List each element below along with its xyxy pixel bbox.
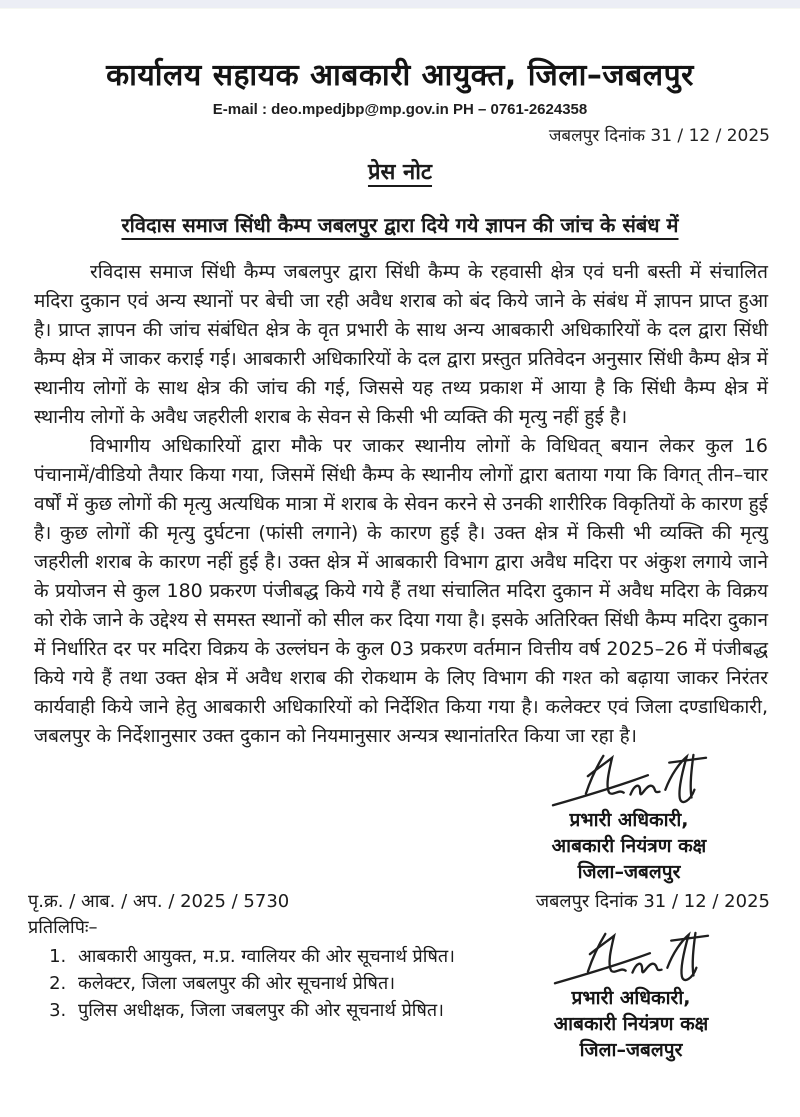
signatory-district: जिला–जबलपुर — [577, 861, 681, 883]
signatory-office: आबकारी नियंत्रण कक्ष — [553, 1013, 709, 1035]
paragraph-2: विभागीय अधिकारियों द्वारा मौके पर जाकर स्थानीय लोगों के विधिवत् बयान लेकर कुल 16 पंचानामें/वीडियो तैयार किया गया, जिसमें सिंधी कैम्प के स्थानीय लोगों द्वारा बताया गया कि विगत् तीन–चार वर्षों में कुछ लोगों की मृत्यु अत्यधिक मात्रा में शराब के सेवन करने से उनकी शारीरिक विकृतियों के कारण हुई है। कुछ लोगों की मृत्यु दुर्घटना (फांसी लगाने) के कारण हुई है। उक्त क्षेत्र में किसी भी व्यक्ति की मृत्यु जहरीली शराब के कारण नहीं हुई है। उक्त क्षेत्र में आबकारी विभाग द्वारा अवैध मदिरा पर अंकुश लगाये जाने के प्रयोजन से कुल 180 प्रकरण पंजीबद्ध किये गये हैं तथा संचालित मदिरा दुकान में अवैध मदिरा के विक्रय को रोके जाने के उद्देश्य से समस्त स्थानों को सील कर दिया गया है। इसके अतिरिक्त सिंधी कैम्प मदिरा दुकान में निर्धारित दर पर मदिरा विक्रय के उल्लंघन के कुल 03 प्रकरण वर्तमान वित्तीय वर्ष 2025–26 में पंजीबद्ध किये गये हैं तथा उक्त क्षेत्र में अवैध शराब की रोकथाम के लिए विभाग की गश्त को बढ़ाया जाकर निरंतर कार्यवाही किये जाने हेतु आबकारी अधिकारियों को निर्देशित किया गया है। कलेक्टर एवं जिला दण्डाधिकारी, जबलपुर के निर्देशानुसार उक्त दुकान को नियमानुसार अन्यत्र स्थानांतरित किया जा रहा है। — [34, 435, 768, 747]
signature-icon — [547, 751, 712, 813]
copy-to-item: 3. पुलिस अधीक्षक, जिला जबलपुर की ओर सूचनार्थ प्रेषित। — [72, 997, 455, 1024]
signatory-designation: प्रभारी अधिकारी, — [569, 809, 689, 831]
subject-heading — [0, 211, 800, 238]
copy-to-label: प्रतिलिपिः– — [28, 917, 98, 938]
signatory-district: जिला–जबलपुर — [579, 1039, 683, 1061]
reference-number: पृ.क्र. / आब. / अप. / 2025 / 5730 — [28, 891, 290, 912]
copy-to-item: 2. कलेक्टर, जिला जबलपुर की ओर सूचनार्थ प्रेषित। — [72, 970, 455, 997]
signatory-designation: प्रभारी अधिकारी, — [571, 987, 691, 1009]
press-note-title-text: प्रेस नोट — [367, 160, 433, 185]
top-strip — [0, 0, 800, 9]
copy-to-list — [72, 943, 455, 1024]
signatory-office: आबकारी नियंत्रण कक्ष — [551, 835, 707, 857]
copy-to-item: 1. आबकारी आयुक्त, म.प्र. ग्वालियर की ओर सूचनार्थ प्रेषित। — [72, 943, 455, 970]
signature-block-bottom — [506, 929, 756, 1063]
signature-icon — [549, 929, 714, 991]
copy-to-section — [28, 915, 455, 1024]
subject-heading-text: रविदास समाज सिंधी कैम्प जबलपुर द्वारा दिये गये ज्ञापन की जांच के संबंध में — [121, 213, 679, 237]
contact-line: E-mail : deo.mpedjbp@mp.gov.in PH – 0761-2624358 — [212, 101, 588, 118]
date-line-bottom: जबलपुर दिनांक 31 / 12 / 2025 — [535, 891, 770, 912]
date-line-top: जबलपुर दिनांक 31 / 12 / 2025 — [548, 126, 770, 146]
signature-block-top — [504, 751, 754, 885]
office-title: कार्यालय सहायक आबकारी आयुक्त, जिला–जबलपुर — [106, 58, 694, 93]
bottom-row — [28, 915, 770, 1063]
reference-row — [28, 889, 770, 913]
paragraph-1: रविदास समाज सिंधी कैम्प जबलपुर द्वारा सिंधी कैम्प के रहवासी क्षेत्र एवं घनी बस्ती में संचालित मदिरा दुकान एवं अन्य स्थानों पर बेची जा रही अवैध शराब को बंद किये जाने के संबंध में ज्ञापन प्राप्त हुआ है। प्राप्त ज्ञापन की जांच संबंधित क्षेत्र के वृत प्रभारी के साथ अन्य आबकारी अधिकारियों के दल द्वारा सिंधी कैम्प क्षेत्र में जाकर कराई गई। आबकारी अधिकारियों के दल द्वारा प्रस्तुत प्रतिवेदन अनुसार सिंधी कैम्प क्षेत्र में स्थानीय लोगों के साथ क्षेत्र की जांच की गई, जिससे यह तथ्य प्रकाश में आया है कि सिंधी कैम्प क्षेत्र में स्थानीय लोगों के अवैध जहरीली शराब के सेवन से किसी भी व्यक्ति की मृत्यु नहीं हुई है। — [34, 261, 768, 428]
press-note-title — [0, 156, 800, 186]
